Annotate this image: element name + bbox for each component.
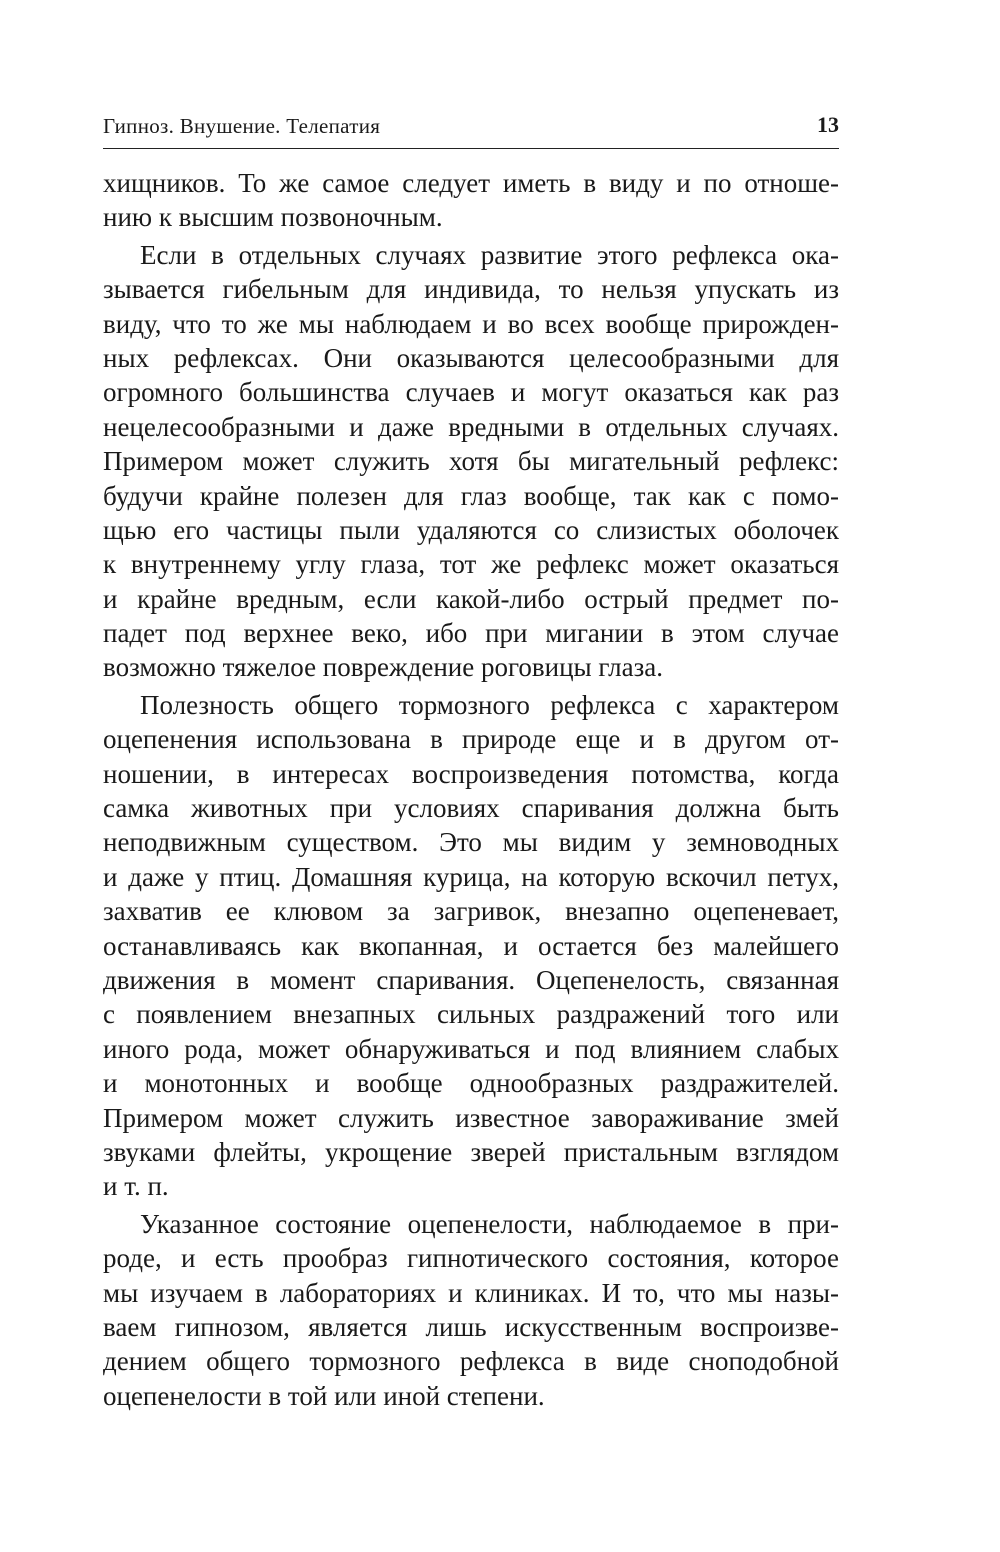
text-line: будучи крайне полезен для глаз вообще, так как с помо- [103, 480, 839, 511]
body-text [103, 166, 839, 1416]
text-line: Полезность общего тормозного рефлекса с характером [140, 689, 839, 720]
text-line: падет под верхнее веко, ибо при мигании в этом случае [103, 618, 839, 649]
text-line: и монотонных и вообще однообразных раздражителей. [103, 1068, 839, 1099]
text-line: оцепенелости в той или иной степени. [103, 1380, 545, 1411]
text-line: останавливаясь как вкопанная, и остается без малейшего [103, 930, 839, 961]
text-line: иного рода, может обнаруживаться и под влиянием слабых [103, 1033, 839, 1064]
text-line: огромного большинства случаев и могут оказаться как раз [103, 377, 839, 408]
text-line: движения в момент спаривания. Оцепенелость, связанная [103, 964, 839, 995]
paragraph [103, 688, 839, 1204]
text-line: и даже у птиц. Домашняя курица, на которую вскочил петух, [103, 861, 839, 892]
text-line: звуками флейты, укрощение зверей пристальным взглядом [103, 1136, 839, 1167]
text-line: и т. п. [103, 1171, 169, 1202]
text-line: с появлением внезапных сильных раздражений того или [103, 999, 839, 1030]
text-line: к внутреннему углу глаза, тот же рефлекс может оказаться [103, 549, 839, 580]
text-line: хищников. То же самое следует иметь в виду и по отноше- [103, 168, 839, 198]
text-line: щью его частицы пыли удаляются со слизистых оболочек [103, 514, 839, 545]
text-line: Указанное состояние оцепенелости, наблюдаемое в при- [140, 1208, 839, 1239]
text-line: ношении, в интересах воспроизведения потомства, когда [103, 758, 839, 789]
running-title: Гипноз. Внушение. Телепатия [103, 114, 381, 138]
text-line: ваем гипнозом, является лишь искусственным воспроизве- [103, 1311, 839, 1342]
text-line: неподвижным существом. Это мы видим у земноводных [103, 827, 839, 858]
text-line: возможно тяжелое повреждение роговицы глаза. [103, 652, 663, 683]
text-line: нецелесообразными и даже вредными в отдельных случаях. [103, 411, 839, 442]
text-line: ных рефлексах. Они оказываются целесообразными для [103, 342, 839, 373]
paragraph [103, 166, 839, 235]
text-line: самка животных при условиях спаривания должна быть [103, 793, 839, 824]
paragraph [103, 238, 839, 685]
text-line: нию к высшим позвоночным. [103, 202, 443, 233]
text-line: оцепенения использована в природе еще и в другом от- [103, 724, 839, 755]
text-line: дением общего тормозного рефлекса в виде сноподобной [103, 1346, 839, 1377]
text-line: зывается гибельным для индивида, то нельзя упускать из [103, 274, 839, 305]
text-line: и крайне вредным, если какой-либо острый предмет по- [103, 583, 839, 614]
running-header [103, 112, 839, 149]
text-line: виду, что то же мы наблюдаем и во всех вообще прирожден- [103, 308, 839, 339]
text-line: Если в отдельных случаях развитие этого рефлекса ока- [140, 239, 839, 270]
text-line: Примером может служить хотя бы мигательный рефлекс: [103, 446, 839, 477]
text-line: захватив ее клювом за загривок, внезапно оцепеневает, [103, 896, 839, 927]
paragraph [103, 1207, 839, 1413]
text-line: мы изучаем в лабораториях и клиниках. И то, что мы назы- [103, 1277, 839, 1308]
text-line: Примером может служить известное завораживание змей [103, 1102, 839, 1133]
text-line: роде, и есть прообраз гипнотического состояния, которое [103, 1243, 839, 1274]
page-number: 13 [817, 112, 839, 137]
